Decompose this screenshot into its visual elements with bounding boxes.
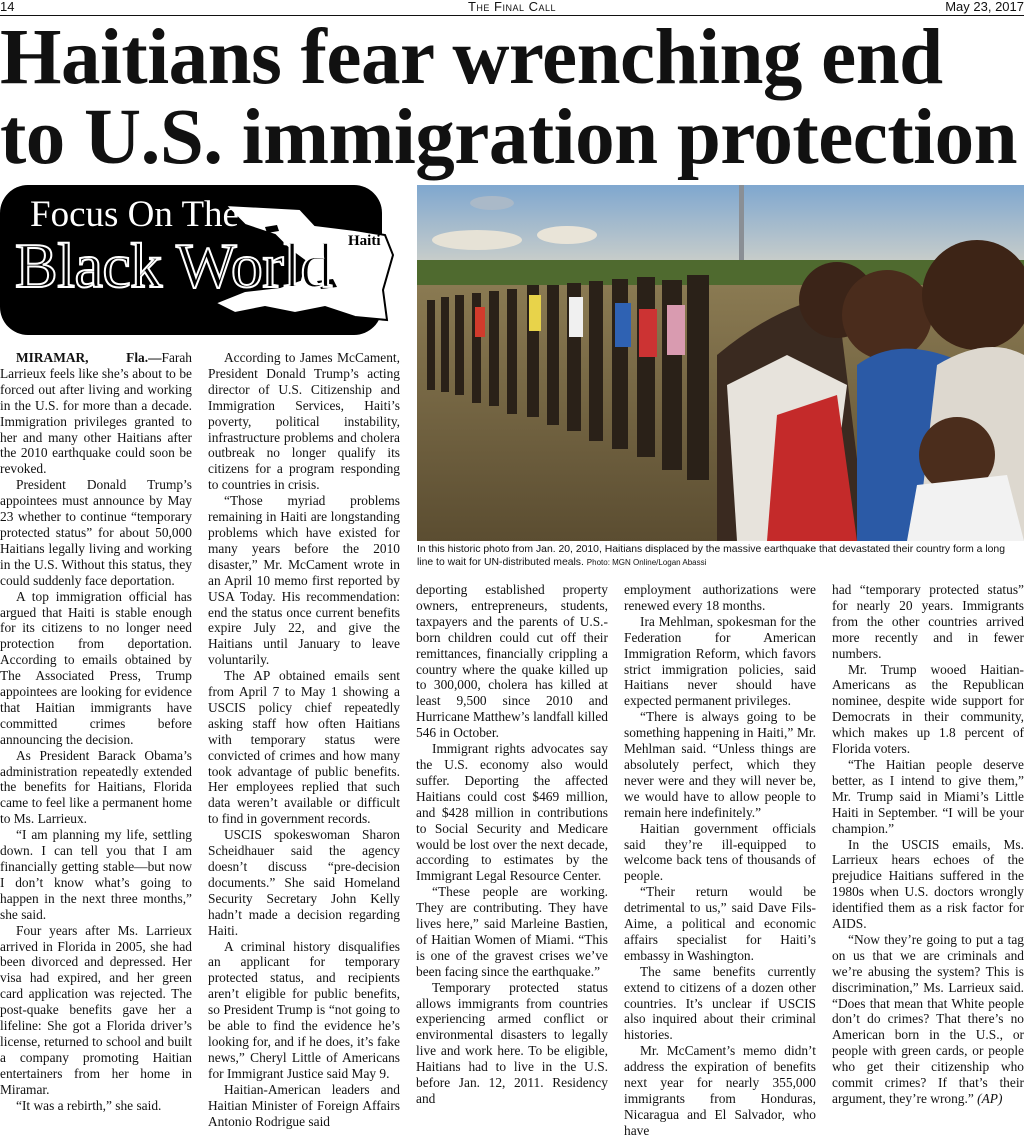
paragraph: “Their return would be detrimental to us,” said Dave Fils-Aime, a political and economic affairs specialist for Haiti’s embassy in Washington. (624, 884, 816, 963)
headline (0, 14, 1024, 181)
paragraph: Mr. Trump wooed Haitian-Americans as the Republican nominee, despite wide support for Democrats in their community, which makes up 1.8 percent of Florida voters. (832, 661, 1024, 757)
section-logo (0, 185, 400, 335)
paragraph: The AP obtained emails sent from April 7 to May 1 showing a USCIS policy chief repeatedly asking staff how often Haitians with temporary status were convicted of crimes and how many took advantage of public benefits. Her employees replied that such data weren’t available or difficult to find in government records. (208, 668, 400, 827)
paragraph: Farah Larrieux feels like she’s about to be forced out after living and working in the U.S. for more than a decade. Immigration privileges granted to her and many other Haitians after the 2010 earthquake could soon be revoked. (0, 350, 192, 477)
paragraph: “I am planning my life, settling down. I can tell you that I am financially getting stable—but now I don’t know what’s going to happen in the next three months,” she said. (0, 827, 192, 922)
issue-date: May 23, 2017 (945, 0, 1024, 14)
paragraph: Mr. McCament’s memo didn’t address the expiration of benefits next year for nearly 355,000 immigrants from Honduras, Nicaragua and El Salvador, who have (624, 1043, 816, 1138)
paragraph: USCIS spokeswoman Sharon Scheidhauer said the agency doesn’t discuss “pre-decision documents.” She said Homeland Security Secretary John Kelly hadn’t made a decision regarding Haiti. (208, 827, 400, 938)
paragraph: deporting established property owners, entrepreneurs, students, taxpayers and the parents of U.S.-born children could cut off their remittances, financially crippling a country where the quake killed up to 300,000, cholera has killed at least 9,500 since 2010 and Hurricane Matthew’s landfall killed 546 in October. (416, 582, 608, 741)
paragraph: had “temporary protected status” for nearly 20 years. Immigrants from the other countries arrived more recently and in fewer numbers. (832, 582, 1024, 661)
logo-line-1: Focus On The (30, 194, 239, 235)
paragraph: “Now they’re going to put a tag on us that we are criminals and we’re abusing the system? This is discrimination,” Ms. Larrieux said. “Does that mean that White people don’t do crimes? That there’s no American born in the U.S., or people with green cards, or people who get their citizenship who commit crimes? If that’s their argument, they’re wrong.” (832, 931, 1024, 1106)
article-column-5 (832, 582, 1024, 1107)
article-column-2 (208, 350, 400, 1129)
paragraph: “These people are working. They are contributing. They have lives here,” said Marleine Bastien, of Haitian Women of Miami. “This is one of the gravest crises we’ve been facing since the earthquake.” (416, 884, 608, 979)
headline-line-1: Haitians fear wrenching end (0, 14, 943, 101)
paragraph: According to James McCament, President Donald Trump’s acting director of U.S. Citizenship and Immigration Services, Haiti’s poverty, political instability, infrastructure problems and cholera outbreak no longer qualify its citizens for a program responding to countries in crisis. (208, 350, 400, 493)
logo-line-2: Black World (15, 230, 332, 301)
paragraph: Temporary protected status allows immigrants from countries experiencing armed conflict or environmental disasters to legally live and work here. To be eligible, Haitians had to live in the U.S. before Jan. 12, 2011. Residency and (416, 979, 608, 1106)
paragraph: In the USCIS emails, Ms. Larrieux hears echoes of the prejudice Haitians suffered in the 1980s when U.S. doctors wrongly identified them as a risk factor for AIDS. (832, 836, 1024, 932)
paragraph: “It was a rebirth,” she said. (16, 1097, 162, 1113)
page-number: 14 (0, 0, 15, 14)
article-column-1 (0, 350, 192, 1114)
headline-line-2: to U.S. immigration protection (0, 94, 1018, 181)
article-column-3 (416, 582, 608, 1107)
signoff: (AP) (977, 1091, 1003, 1106)
paragraph: A criminal history disqualifies an applicant for temporary protected status, and recipients aren’t eligible for public benefits, so President Trump is “not going to be able to find the evidence he’s looking for, and if he does, it’s fake news,” Cheryl Little of Americans for Immigrant Justice said May 9. (208, 938, 400, 1081)
paragraph: Haitian-American leaders and Haitian Minister of Foreign Affairs Antonio Rodrigue said (208, 1081, 400, 1129)
paragraph: Ira Mehlman, spokesman for the Federation for American Immigration Reform, which favors strict immigration policies, said Haitians never should have expected permanent privileges. (624, 613, 816, 709)
paragraph: President Donald Trump’s appointees must announce by May 23 whether to continue “temporary protected status” for about 50,000 Haitians legally living and working in the U.S. Without this status, they could suddenly face deportation. (0, 477, 192, 588)
caption-text: In this historic photo from Jan. 20, 2010, Haitians displaced by the massive earthquake that devastated their country form a long line to wait for UN-distributed meals. (417, 544, 1005, 568)
paragraph: Four years after Ms. Larrieux arrived in Florida in 2005, she had been divorced and depressed. Her visa had expired, and her green card application was rejected. The post-quake benefits gave her a lifeline: She got a Florida driver’s license, returned to school and built a company promoting Haitian entertainers from her home in Miramar. (0, 922, 192, 1097)
paragraph: Immigrant rights advocates say the U.S. economy also would suffer. Deporting the affected Haitians could cost $469 million, and $428 million in contributions to Social Security and Medicare would be lost over the next decade, according to estimates by the Immigrant Legal Resource Center. (416, 741, 608, 884)
paragraph: “The Haitian people deserve better, as I intend to give them,” Mr. Trump said in Miami’s Little Haiti in September. “I will be your champion.” (832, 756, 1024, 836)
article-column-4 (624, 582, 816, 1139)
photo-credit: Photo: MGN Online/Logan Abassi (586, 558, 707, 567)
publication-name: The Final Call (467, 0, 557, 14)
dateline: MIRAMAR, Fla.— (16, 350, 162, 365)
news-photo (417, 185, 1024, 541)
paragraph: The same benefits currently extend to citizens of a dozen other countries. It’s unclear if USCIS also inquired about their criminal histories. (624, 963, 816, 1043)
paragraph: A top immigration official has argued that Haiti is stable enough for its citizens to no longer need protection from deportation. According to emails obtained by The Associated Press, Trump appointees are looking for evidence that Haitian immigrants have committed crimes before announcing the decision. (0, 588, 192, 747)
earthquake-line-photo (417, 185, 1024, 541)
paragraph: Haitian government officials said they’re ill-equipped to welcome back tens of thousands of people. (624, 820, 816, 884)
photo-caption (417, 543, 1024, 569)
paragraph: “There is always going to be something happening in Haiti,” Mr. Mehlman said. “Unless things are absolutely perfect, which they never were and they will never be, we would have to allow people to remain here indefinitely.” (624, 709, 816, 820)
paragraph: As President Barack Obama’s administration repeatedly extended the benefits for Haitians, Florida came to feel like a permanent home to Ms. Larrieux. (0, 747, 192, 827)
logo-country-label: Haiti (348, 233, 381, 249)
paragraph: “Those myriad problems remaining in Haiti are longstanding problems which have existed for many years before the 2010 disaster,” Mr. McCament wrote in an April 10 memo first reported by USA Today. His recommendation: end the status once current benefits expire July 22, and give the Haitians until January to leave voluntarily. (208, 493, 400, 668)
paragraph: employment authorizations were renewed every 18 months. (624, 582, 816, 613)
